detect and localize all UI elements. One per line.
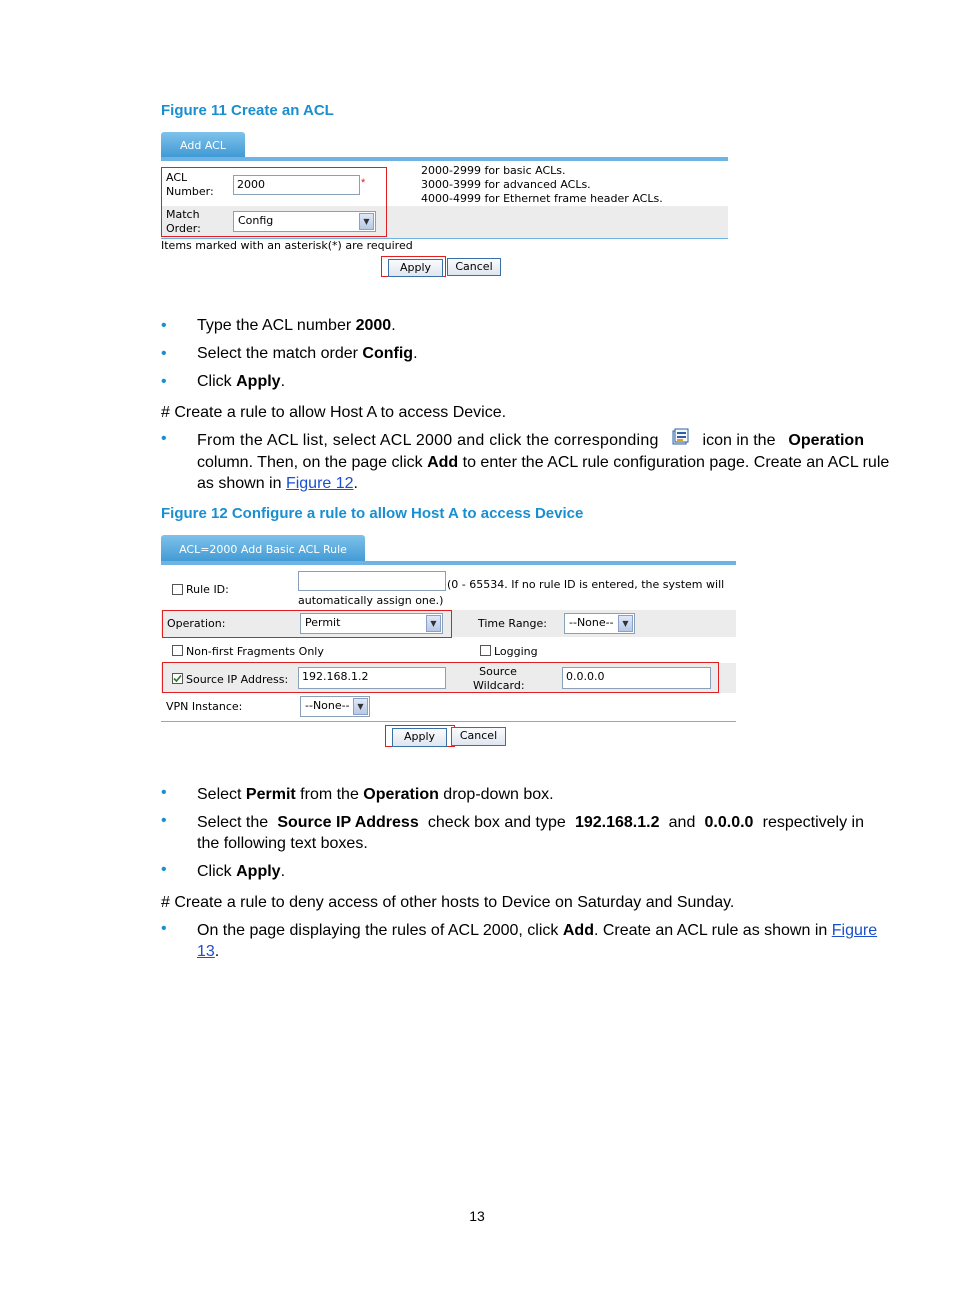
item-text: and <box>668 814 696 831</box>
properties-icon <box>672 428 690 445</box>
bullet-dot: • <box>161 784 167 801</box>
tab-underline <box>161 157 728 161</box>
cancel-button[interactable]: Cancel <box>447 258 501 276</box>
item-end: . <box>214 943 220 960</box>
required-asterisk: * <box>361 177 366 189</box>
chevron-down-icon: ▼ <box>353 698 368 715</box>
comment-2: # Create a rule to deny access of other hosts to Device on Saturday and Sunday. <box>161 894 735 911</box>
bullet-source-ip-line1 <box>197 812 864 833</box>
source-wildcard-label <box>473 665 523 693</box>
rule-id-checkbox[interactable] <box>172 584 183 595</box>
item-text: . <box>280 863 286 880</box>
check-icon <box>173 674 182 683</box>
vpn-instance-label: VPN Instance: <box>166 700 243 713</box>
acl-number-label-line2: Number: <box>166 185 214 198</box>
para-bold: Operation <box>788 432 864 449</box>
para-end: . <box>353 475 358 492</box>
wildcard-label-line1: Source <box>479 665 517 678</box>
source-ip-label: Source IP Address: <box>186 673 289 686</box>
item-end: . <box>391 317 396 334</box>
time-range-select[interactable] <box>564 613 635 634</box>
bullet-dot: • <box>161 861 167 878</box>
para-text: icon in the <box>702 432 776 449</box>
figure-11-caption: Figure 11 Create an ACL <box>161 102 334 119</box>
figure-12-caption: Figure 12 Configure a rule to allow Host A to access Device <box>161 505 584 522</box>
rule-id-hint: (0 - 65534. If no rule ID is entered, the system will <box>447 578 725 591</box>
time-range-value: --None-- <box>569 616 614 629</box>
bullet-dot: • <box>161 345 167 362</box>
item-bold: 192.168.1.2 <box>574 814 660 831</box>
item-text: respectively in <box>762 814 864 831</box>
match-order-select[interactable] <box>233 211 376 232</box>
item-text: check box and type <box>427 814 566 831</box>
match-order-label-line2: Order: <box>166 222 201 235</box>
bullet-list-1 <box>161 315 864 399</box>
para-text: column. Then, on the page click <box>197 454 423 471</box>
item-text: from the <box>295 786 364 803</box>
item-bold: Permit <box>245 786 296 803</box>
list-item <box>161 371 864 399</box>
time-range-label: Time Range: <box>478 617 547 630</box>
bullet-dot: • <box>161 317 167 334</box>
last-para-line2 <box>197 941 219 962</box>
item-text: . Create an ACL rule as shown in <box>593 922 832 939</box>
item-bold: Apply <box>236 863 281 880</box>
item-bold: Operation <box>363 786 439 803</box>
item-text: Select the match order <box>197 345 363 362</box>
item-bold: 0.0.0.0 <box>704 814 754 831</box>
item-text: Click <box>197 373 237 390</box>
chevron-down-icon: ▼ <box>426 615 441 632</box>
list-item <box>161 343 864 371</box>
list-item <box>161 315 864 343</box>
bullet-click-apply <box>197 861 285 882</box>
item-bold: 2000 <box>355 317 392 334</box>
non-first-fragments-label: Non-first Fragments Only <box>186 645 324 658</box>
acl-number-hint <box>421 164 663 206</box>
para-from-line1 <box>197 430 864 451</box>
match-order-label <box>166 208 201 236</box>
comment-1: # Create a rule to allow Host A to access Device. <box>161 404 507 421</box>
operation-select[interactable] <box>300 613 443 634</box>
last-para-line1 <box>197 920 878 941</box>
divider <box>161 721 736 722</box>
para-from-line2 <box>197 452 889 473</box>
match-order-label-line1: Match <box>166 208 200 221</box>
bullet-dot: • <box>161 812 167 829</box>
source-wildcard-input[interactable]: 0.0.0.0 <box>562 667 711 689</box>
apply-button[interactable]: Apply <box>392 728 447 747</box>
item-bold: Add <box>562 922 594 939</box>
rule-id-hint-2: automatically assign one.) <box>298 594 444 607</box>
rule-id-input[interactable] <box>298 571 446 591</box>
figure-13-link-cont[interactable]: 13 <box>197 943 215 960</box>
rule-id-label: Rule ID: <box>186 583 229 596</box>
vpn-instance-value: --None-- <box>305 699 350 712</box>
chevron-down-icon: ▼ <box>618 615 633 632</box>
page-number: 13 <box>469 1208 485 1224</box>
para-text: From the ACL list, select ACL 2000 and click the corresponding <box>197 432 659 449</box>
chevron-down-icon: ▼ <box>359 213 374 230</box>
cancel-button[interactable]: Cancel <box>451 727 506 746</box>
bullet-dot: • <box>161 430 167 447</box>
hint-advanced: 3000-3999 for advanced ACLs. <box>421 178 591 191</box>
item-text: drop-down box. <box>438 786 554 803</box>
bullet-dot: • <box>161 373 167 390</box>
hint-basic: 2000-2999 for basic ACLs. <box>421 164 566 177</box>
bullet-source-ip-line2: the following text boxes. <box>197 835 368 852</box>
tab-add-basic-acl-rule[interactable]: ACL=2000 Add Basic ACL Rule <box>161 535 365 563</box>
item-bold: Config <box>362 345 414 362</box>
para-bold: Add <box>427 454 459 471</box>
match-order-value: Config <box>238 214 274 227</box>
operation-label: Operation: <box>167 617 226 630</box>
acl-number-label-line1: ACL <box>166 171 188 184</box>
non-first-fragments-checkbox[interactable] <box>172 645 183 656</box>
item-text: Type the ACL number <box>197 317 356 334</box>
item-text: On the page displaying the rules of ACL 2000, click <box>197 922 563 939</box>
item-bold: Apply <box>236 373 281 390</box>
para-from-line3 <box>197 473 358 494</box>
hint-ethernet: 4000-4999 for Ethernet frame header ACLs. <box>421 192 663 205</box>
acl-number-input[interactable]: 2000 <box>233 175 360 195</box>
para-text: as shown in <box>197 475 282 492</box>
logging-label: Logging <box>494 645 538 658</box>
tab-underline <box>161 561 736 565</box>
item-bold: Source IP Address <box>277 814 419 831</box>
source-ip-checkbox[interactable] <box>172 673 183 684</box>
figure-13-link[interactable]: Figure <box>831 922 878 939</box>
wildcard-label-line2: Wildcard: <box>473 679 525 692</box>
figure-12-link[interactable]: Figure 12 <box>285 475 354 492</box>
logging-checkbox[interactable] <box>480 645 491 656</box>
source-ip-input[interactable]: 192.168.1.2 <box>298 667 446 689</box>
tab-add-acl[interactable]: Add ACL <box>161 132 245 158</box>
operation-value: Permit <box>305 616 341 629</box>
para-text: to enter the ACL rule configuration page. Create an ACL rule <box>462 454 890 471</box>
item-end: . <box>280 373 286 390</box>
item-end: . <box>413 345 418 362</box>
item-text: Select the <box>197 814 269 831</box>
bullet-dot: • <box>161 920 167 937</box>
item-text: Click <box>197 863 237 880</box>
required-note: Items marked with an asterisk(*) are required <box>161 239 413 252</box>
acl-number-label <box>166 171 214 199</box>
apply-button[interactable]: Apply <box>388 259 443 277</box>
vpn-instance-select[interactable] <box>300 696 370 717</box>
item-text: Select <box>197 786 246 803</box>
bullet-permit <box>197 784 554 805</box>
